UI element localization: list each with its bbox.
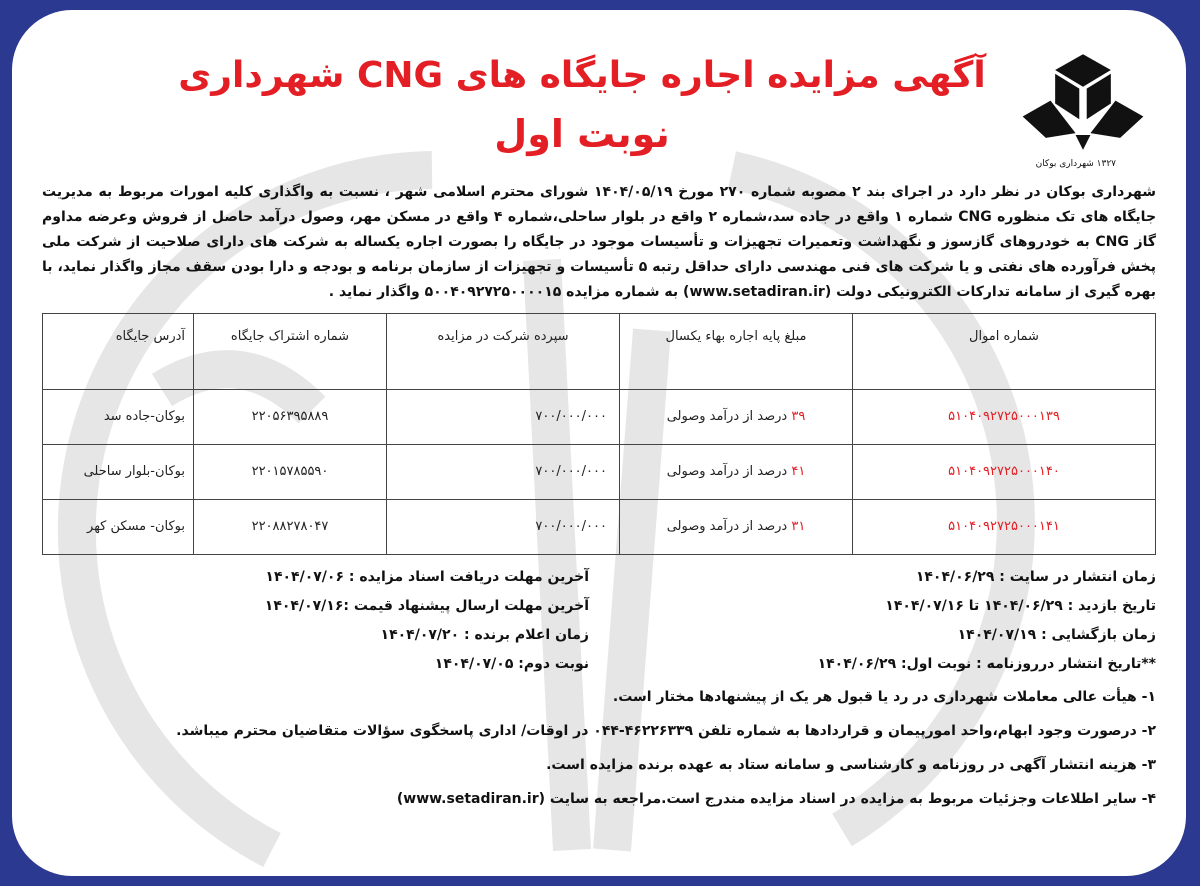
table-row (43, 445, 1156, 500)
intro-line: شهرداری بوکان در نظر دارد در اجرای بند ۲ مصوبه شماره ۲۷۰ مورخ ۱۴۰۴/۰۵/۱۹ شورای محترم اسلامی شهر ، نسبت به واگذاری کلیه امورات مربوط به (98, 184, 1156, 200)
title-block (152, 48, 1012, 164)
header-deposit: سپرده شرکت در مزایده (387, 314, 620, 390)
stations-table (42, 313, 1156, 555)
ad-subtitle: نوبت اول (494, 112, 670, 156)
header-address: آدرس جایگاه (43, 314, 194, 390)
intro-line: وعرضه مداوم گاز CNG به خودروهای گازسوز و نگهداشت وتعمیرات تجهیزات و تأسیسات موجود در جایگاه را بصورت اجاره یکساله به شرکت های دارای (42, 209, 1157, 250)
info-newspaper-second: نوبت دوم: ۱۴۰۴/۰۷/۰۵ (434, 656, 589, 672)
municipality-logo-icon (1018, 48, 1148, 158)
header-subscription: شماره اشتراک جایگاه (194, 314, 387, 390)
rent-percent: ۴۱ (791, 464, 806, 479)
intro-line: مدیریت جایگاه های تک منظوره CNG شماره ۱ واقع در جاده سد،شماره ۲ واقع در بلوار ساحلی،شماره ۴ واقع در مسکن مهر، وصول درآمد حاصل از فروش (42, 184, 1157, 225)
note-2: ۲- درصورت وجود ابهام،واحد امورپیمان و قراردادها به شماره تلفن ۴۶۲۲۶۳۳۹-۰۴۴ در اوقات/ اداری پاسخگوی سؤالات متقاضیان محترم میباشد. (176, 723, 1156, 739)
logo-caption: ۱۳۲۷ شهرداری بوکان (1035, 159, 1116, 169)
table-row (43, 390, 1156, 445)
table-header-row (43, 314, 1156, 390)
table-row (43, 500, 1156, 555)
subscription-number: ۲۲۰۵۶۳۹۵۸۸۹ (194, 390, 387, 445)
intro-line: صلاحیت از شرکت ملی پخش فرآورده های نفتی و یا شرکت های فنی مهندسی دارای حداقل رتبه ۵ تأسیسات و تجهیزات از سازمان برنامه و بودجه و دارا بودن (42, 234, 1156, 275)
info-doc-deadline: آخرین مهلت دریافت اسناد مزایده : ۱۴۰۴/۰۷/۰۶ (265, 569, 589, 585)
info-opening-date: زمان بازگشایی : ۱۴۰۴/۰۷/۱۹ (957, 627, 1156, 643)
header-base-rent: مبلغ پایه اجاره بهاء یکسال (620, 314, 853, 390)
ad-title: آگهی مزایده اجاره جایگاه های CNG شهرداری (178, 55, 986, 96)
rent-percent: ۳۹ (791, 409, 806, 424)
asset-number: ۵۱۰۴۰۹۲۷۲۵۰۰۰۱۴۱ (853, 500, 1156, 555)
base-rent (620, 390, 853, 445)
rent-text: درصد از درآمد وصولی (666, 519, 792, 534)
info-bid-deadline: آخرین مهلت ارسال پیشنهاد قیمت :۱۴۰۴/۰۷/۱۶ (264, 598, 589, 614)
intro-paragraph (42, 180, 1156, 305)
info-winner-date: زمان اعلام برنده : ۱۴۰۴/۰۷/۲۰ (380, 627, 589, 643)
header-asset-number: شماره اموال (853, 314, 1156, 390)
subscription-number: ۲۲۰۱۵۷۸۵۵۹۰ (194, 445, 387, 500)
intro-line: سقف مجاز واگذار نماید، با بهره گیری از سامانه تدارکات الکترونیکی دولت (www.setadiran.ir) به شماره مزایده ۵۰۰۴۰۹۲۷۲۵۰۰۰۰۱۵ واگذار نماید . (42, 259, 1156, 300)
subscription-number: ۲۲۰۸۸۲۷۸۰۴۷ (194, 500, 387, 555)
ad-content (42, 48, 1156, 815)
rent-percent: ۳۱ (791, 519, 806, 534)
base-rent (620, 445, 853, 500)
station-address: بوکان-بلوار ساحلی (43, 445, 194, 500)
deposit: ۷۰۰/۰۰۰/۰۰۰ (387, 500, 620, 555)
note-4: ۴- سایر اطلاعات وجزئیات مربوط به مزایده در اسناد مزایده مندرج است.مراجعه به سایت (www.setadiran.ir) (396, 791, 1156, 807)
rent-text: درصد از درآمد وصولی (666, 409, 792, 424)
note-1: ۱- هیأت عالی معاملات شهرداری در رد یا قبول هر یک از پیشنهادها مختار است. (612, 689, 1156, 705)
info-newspaper-first: **تاریخ انتشار درروزنامه : نوبت اول: ۱۴۰۴/۰۶/۲۹ (817, 656, 1156, 672)
asset-number: ۵۱۰۴۰۹۲۷۲۵۰۰۰۱۴۰ (853, 445, 1156, 500)
info-publish-site: زمان انتشار در سایت : ۱۴۰۴/۰۶/۲۹ (915, 569, 1156, 585)
info-visit-date: تاریخ بازدید : ۱۴۰۴/۰۶/۲۹ تا ۱۴۰۴/۰۷/۱۶ (885, 598, 1156, 614)
ad-header (42, 48, 1156, 176)
station-address: بوکان- مسکن کهر (43, 500, 194, 555)
dates-block (42, 563, 1156, 679)
note-3: ۳- هزینه انتشار آگهی در روزنامه و کارشناسی و سامانه ستاد به عهده برنده مزایده است. (546, 757, 1156, 773)
base-rent (620, 500, 853, 555)
asset-number: ۵۱۰۴۰۹۲۷۲۵۰۰۰۱۳۹ (853, 390, 1156, 445)
deposit: ۷۰۰/۰۰۰/۰۰۰ (387, 390, 620, 445)
deposit: ۷۰۰/۰۰۰/۰۰۰ (387, 445, 620, 500)
station-address: بوکان-جاده سد (43, 390, 194, 445)
rent-text: درصد از درآمد وصولی (666, 464, 792, 479)
ad-panel (12, 10, 1186, 876)
